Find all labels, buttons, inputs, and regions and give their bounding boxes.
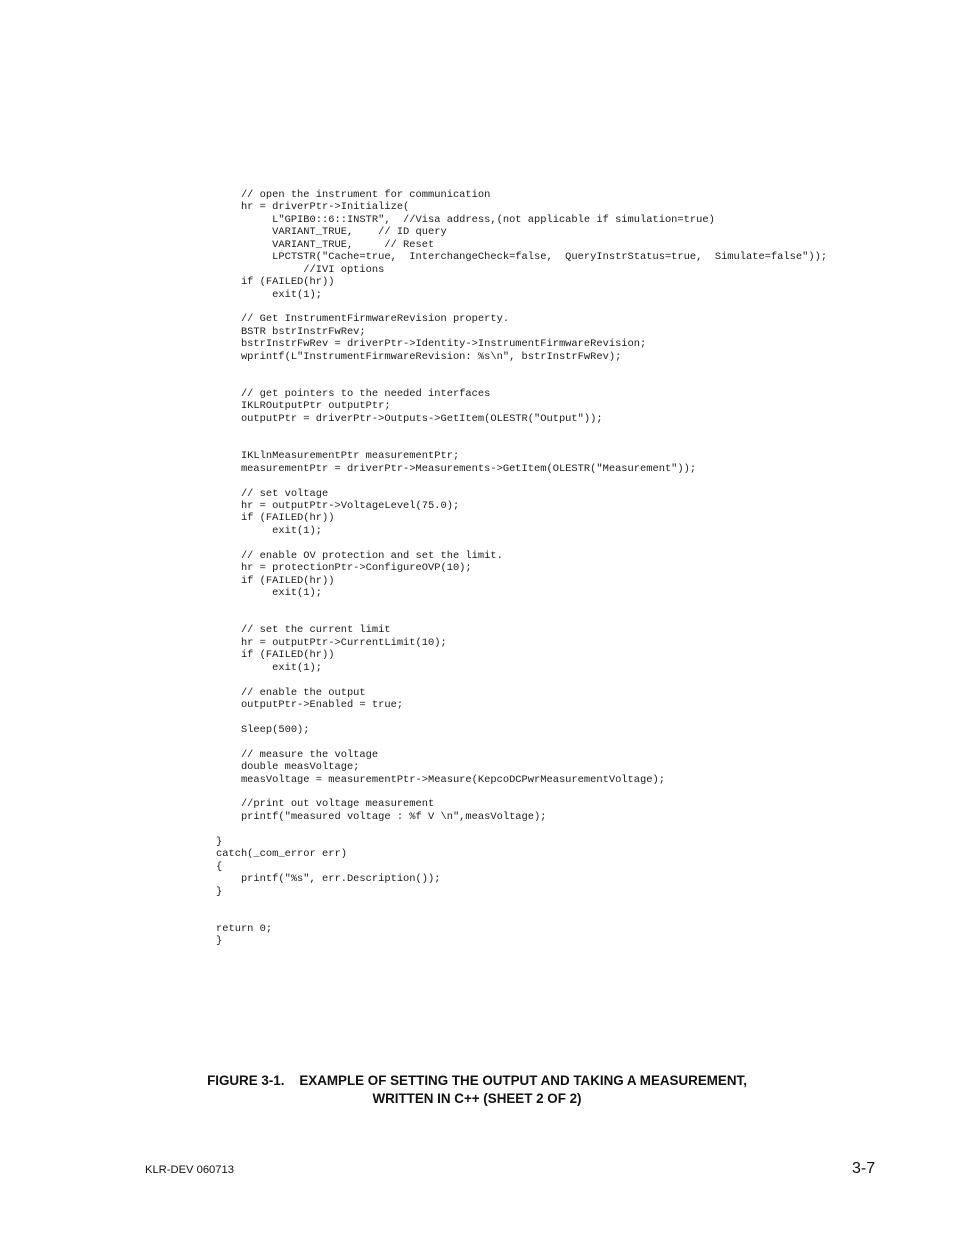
code-line: BSTR bstrInstrFwRev;: [216, 325, 366, 338]
code-line: }: [216, 935, 223, 948]
code-line: hr = driverPtr->Initialize(: [216, 201, 410, 214]
code-line: double measVoltage;: [216, 761, 360, 774]
code-line: IKLlnMeasurementPtr measurementPtr;: [216, 450, 460, 463]
code-line: }: [216, 835, 223, 848]
code-line: LPCTSTR("Cache=true, InterchangeCheck=false, QueryInstrStatus=true, Simulate=false"));: [216, 251, 828, 264]
code-line: [216, 438, 916, 450]
code-line: // enable OV protection and set the limit.: [216, 549, 503, 562]
code-line: VARIANT_TRUE, // ID query: [216, 226, 447, 239]
code-line: printf("%s", err.Description());: [216, 873, 441, 886]
code-line: [216, 363, 916, 375]
code-line: Sleep(500);: [216, 723, 310, 736]
code-line: [216, 301, 916, 313]
code-line: VARIANT_TRUE, // Reset: [216, 238, 435, 251]
code-line: [216, 475, 916, 487]
code-listing: [216, 189, 916, 948]
code-line: if (FAILED(hr)): [216, 512, 335, 525]
code-line: // enable the output: [216, 686, 366, 699]
code-line: [216, 599, 916, 611]
code-line: bstrInstrFwRev = driverPtr->Identity->InstrumentFirmwareRevision;: [216, 338, 647, 351]
code-line: exit(1);: [216, 661, 323, 674]
code-line: if (FAILED(hr)): [216, 276, 335, 289]
footer-document-id: KLR-DEV 060713: [145, 1164, 234, 1176]
code-line: measVoltage = measurementPtr->Measure(KepcoDCPwrMeasurementVoltage);: [216, 773, 665, 786]
code-line: if (FAILED(hr)): [216, 649, 335, 662]
code-line: IKLROutputPtr outputPtr;: [216, 400, 391, 413]
code-line: // measure the voltage: [216, 748, 379, 761]
code-line: [216, 711, 916, 723]
code-line: catch(_com_error err): [216, 848, 347, 861]
footer-page-number: 3-7: [852, 1160, 876, 1177]
code-line: outputPtr->Enabled = true;: [216, 698, 404, 711]
code-line: [216, 736, 916, 748]
code-line: // get pointers to the needed interfaces: [216, 388, 491, 400]
code-line: measurementPtr = driverPtr->Measurements->GetItem(OLESTR("Measurement"));: [216, 462, 697, 475]
figure-caption-line-2: WRITTEN IN C++ (SHEET 2 OF 2): [372, 1091, 582, 1106]
code-line: [216, 786, 916, 798]
code-line: [216, 376, 916, 388]
code-line: exit(1);: [216, 288, 323, 301]
code-line: [216, 898, 916, 910]
figure-caption-line-1: FIGURE 3-1. EXAMPLE OF SETTING THE OUTPUT AND TAKING A MEASUREMENT,: [207, 1073, 747, 1088]
code-line: wprintf(L"InstrumentFirmwareRevision: %s\n", bstrInstrFwRev);: [216, 350, 622, 363]
code-line: // set voltage: [216, 487, 329, 500]
code-line: [216, 612, 916, 624]
code-line: [216, 823, 916, 835]
code-line: // Get InstrumentFirmwareRevision property.: [216, 313, 510, 326]
code-line: hr = outputPtr->CurrentLimit(10);: [216, 636, 447, 649]
code-line: {: [216, 860, 223, 873]
code-line: exit(1);: [216, 587, 323, 599]
code-line: return 0;: [216, 922, 273, 935]
code-line: //IVI options: [216, 263, 385, 276]
code-line: //print out voltage measurement: [216, 798, 435, 811]
code-line: [216, 674, 916, 686]
code-line: }: [216, 885, 223, 898]
code-line: printf("measured voltage : %f V \n",measVoltage);: [216, 810, 547, 823]
code-line: // set the current limit: [216, 624, 391, 637]
code-line: // open the instrument for communication: [216, 189, 491, 201]
code-line: hr = protectionPtr->ConfigureOVP(10);: [216, 562, 472, 575]
code-line: [216, 425, 916, 437]
figure-caption: [0, 1072, 954, 1108]
code-line: L"GPIB0::6::INSTR", //Visa address,(not applicable if simulation=true): [216, 213, 715, 226]
code-line: hr = outputPtr->VoltageLevel(75.0);: [216, 499, 460, 512]
code-line: [216, 537, 916, 549]
code-line: [216, 910, 916, 922]
code-line: outputPtr = driverPtr->Outputs->GetItem(OLESTR("Output"));: [216, 412, 603, 425]
code-line: if (FAILED(hr)): [216, 574, 335, 587]
code-line: exit(1);: [216, 524, 323, 537]
